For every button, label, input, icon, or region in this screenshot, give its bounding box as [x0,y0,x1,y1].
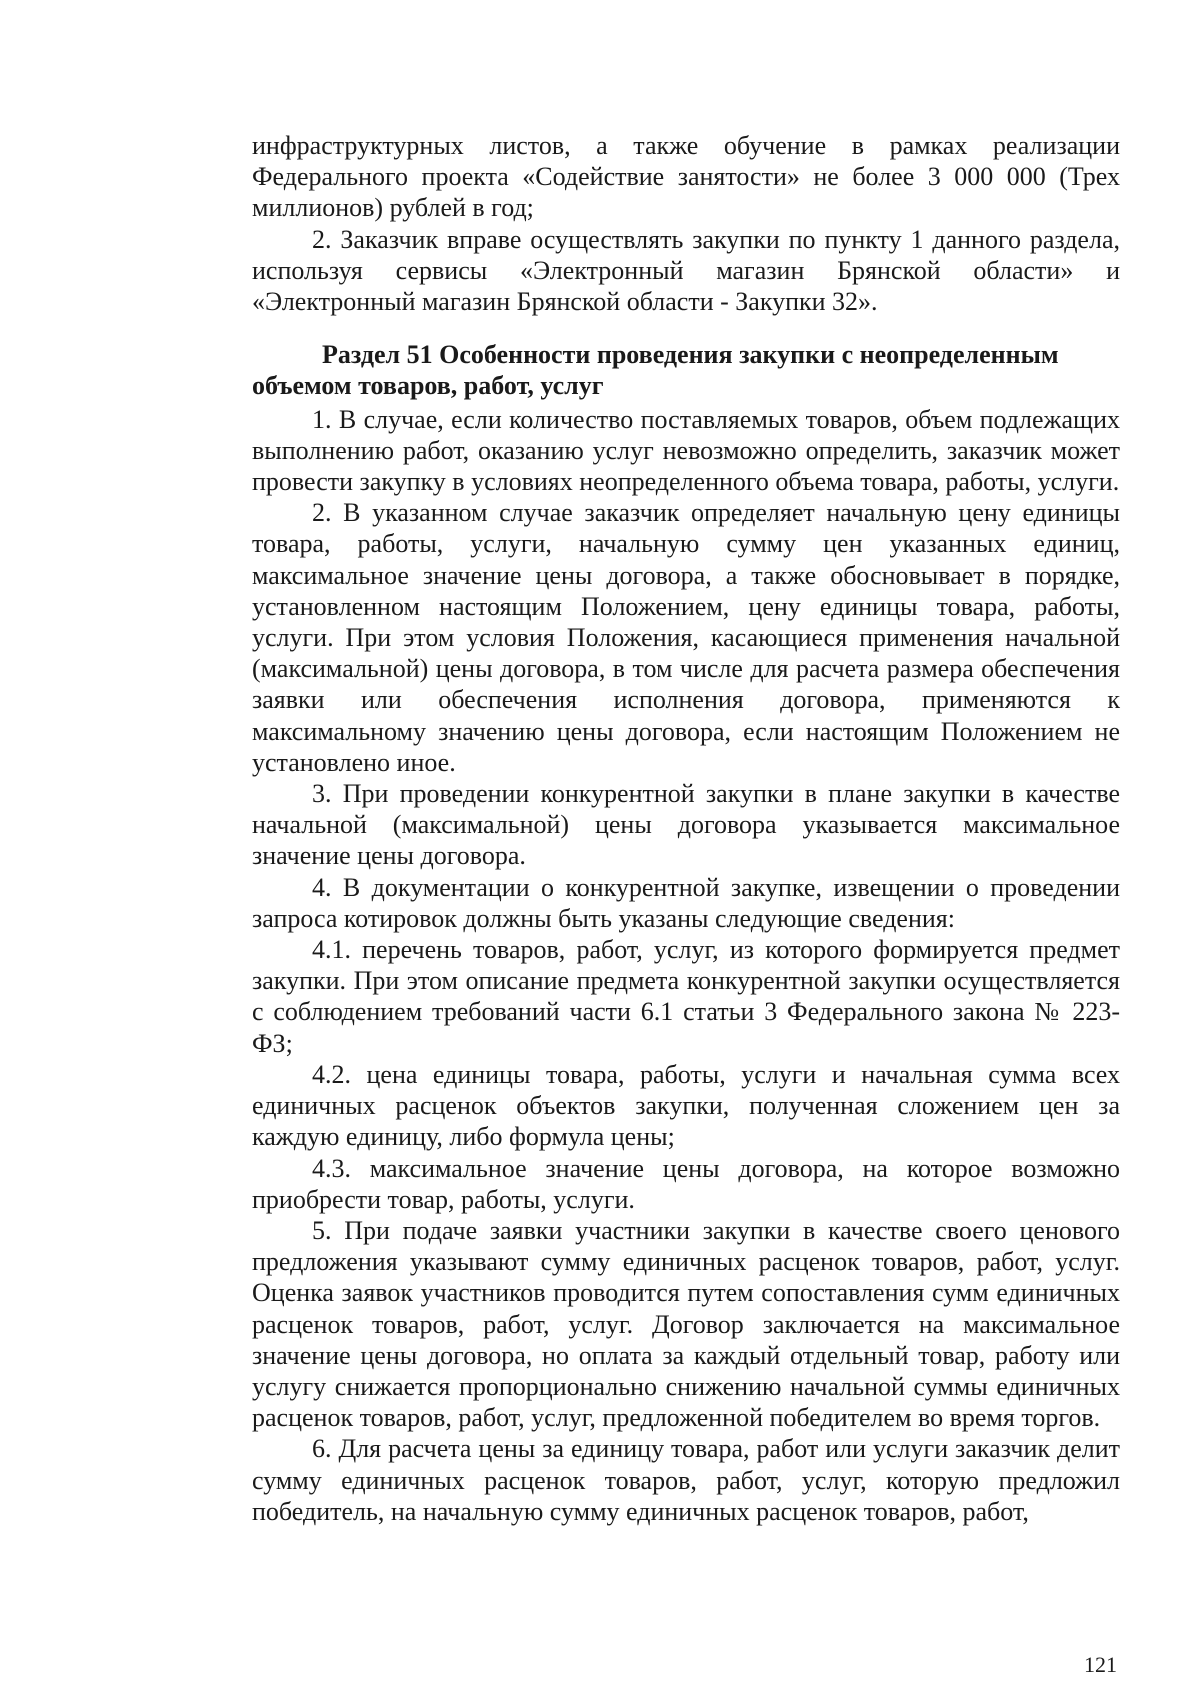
document-page [252,130,1120,1527]
paragraph: 4.1. перечень товаров, работ, услуг, из которого формируется предмет закупки. При этом описание предмета конкурентной закупки осуществляется с соблюдением требований части 6.1 статьи 3 Федерального закона № 223-ФЗ; [252,935,1120,1058]
paragraph: 1. В случае, если количество поставляемых товаров, объем подлежащих выполнению работ, оказанию услуг невозможно определить, заказчик может провести закупку в условиях неопределенного объема товара, работы, услуги. [252,404,1120,497]
page-number: 121 [1084,1652,1117,1677]
paragraph: 2. Заказчик вправе осуществлять закупки по пункту 1 данного раздела, используя сервисы «Электронный магазин Брянской области» и «Электронный магазин Брянской области - Закупки 32». [252,224,1120,317]
paragraph: 4.2. цена единицы товара, работы, услуги и начальная сумма всех единичных расценок объектов закупки, полученная сложением цен за каждую единицу, либо формула цены; [252,1059,1120,1152]
paragraph: 2. В указанном случае заказчик определяет начальную цену единицы товара, работы, услуги, начальную сумму цен указанных единиц, максимальное значение цены договора, а также обосновывает в порядке, установленном настоящим Положением, цену единицы товара, работы, услуги. При этом условия Положения, касающиеся применения начальной (максимальной) цены договора, в том числе для расчета размера обеспечения заявки или обеспечения исполнения договора, применяются к максимальному значению цены договора, если настоящим Положением не установлено иное. [252,498,1120,777]
paragraph: 4. В документации о конкурентной закупке, извещении о проведении запроса котировок должны быть указаны следующие сведения: [252,872,1120,933]
section-heading: Раздел 51 Особенности проведения закупки с неопределенным объемом товаров, работ, услуг [252,340,1059,401]
paragraph: 5. При подаче заявки участники закупки в качестве своего ценового предложения указывают сумму единичных расценок товаров, работ, услуг. Оценка заявок участников проводится путем сопоставления сумм единичных расценок товаров, работ, услуг. Договор заключается на максимальное значение цены договора, но оплата за каждый отдельный товар, работу или услугу снижается пропорционально снижению начальной суммы единичных расценок товаров, работ, услуг, предложенной победителем во время торгов. [252,1215,1120,1433]
paragraph: 6. Для расчета цены за единицу товара, работ или услуги заказчик делит сумму единичных расценок товаров, работ, услуг, которую предложил победитель, на начальную сумму единичных расценок товаров, работ, [252,1434,1120,1526]
paragraph-continuation: инфраструктурных листов, а также обучение в рамках реализации Федерального проекта «Содействие занятости» не более 3 000 000 (Трех миллионов) рублей в год; [252,131,1120,223]
paragraph: 3. При проведении конкурентной закупки в плане закупки в качестве начальной (максимальной) цены договора указывается максимальное значение цены договора. [252,779,1120,871]
paragraph: 4.3. максимальное значение цены договора, на которое возможно приобрести товар, работы, услуги. [252,1153,1120,1214]
